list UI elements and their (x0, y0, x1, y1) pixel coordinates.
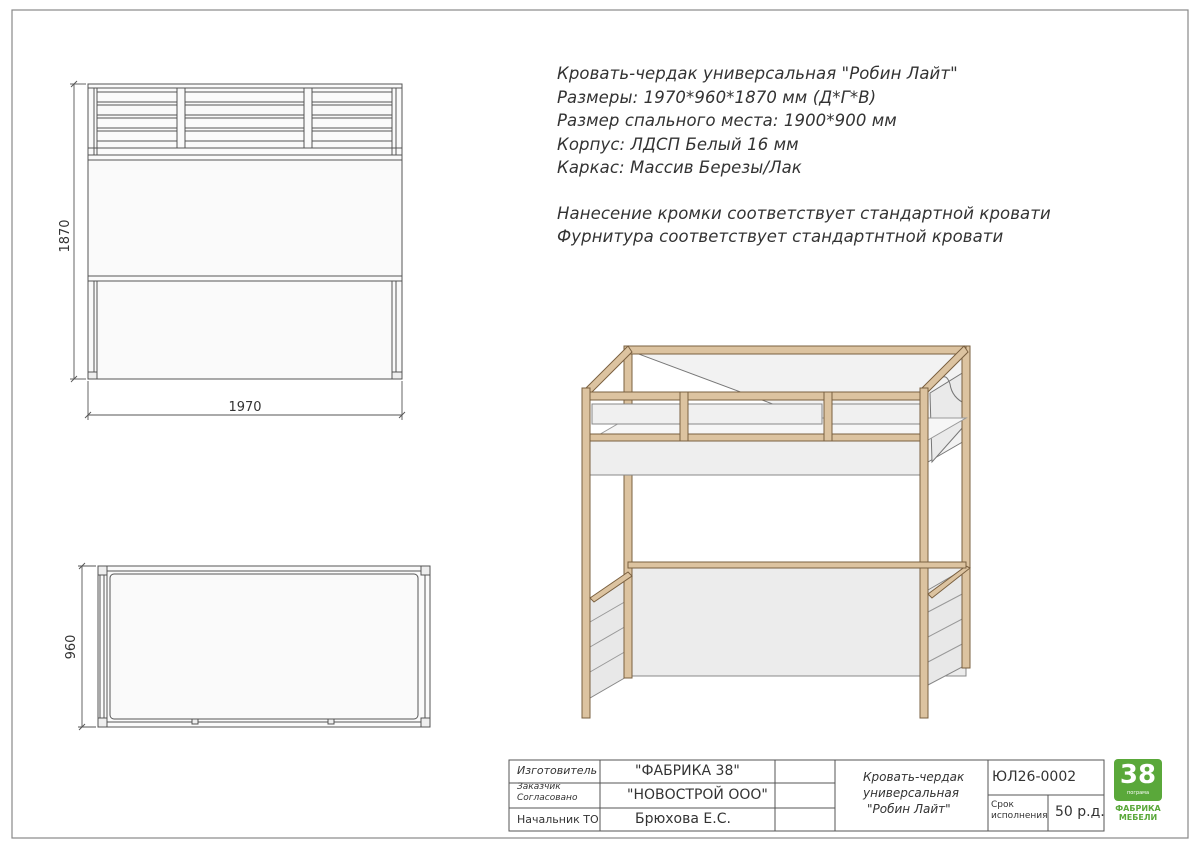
head-label: Начальник ТО (517, 813, 599, 826)
spec-edging: Нанесение кромки соответствует стандартной кровати (557, 203, 1051, 223)
spec-hardware: Фурнитура соответствует стандартнтной кровати (557, 227, 1004, 246)
approved-label: Согласовано (517, 793, 578, 803)
product-name-line3: "Робин Лайт" (867, 802, 951, 816)
head-value: Брюхова Е.С. (635, 811, 731, 827)
logo-badge (1114, 759, 1162, 801)
spec-frame: Каркас: Массив Березы/Лак (557, 158, 802, 177)
term-value: 50 р.д. (1055, 804, 1105, 820)
logo-line2: МЕБЕЛИ (1118, 813, 1158, 822)
customer-label: Заказчик (517, 782, 561, 792)
title-block (509, 760, 1104, 831)
factory-logo (1112, 757, 1164, 830)
height-dimension-label: 1870 (58, 219, 73, 253)
logo-wordmark (1112, 804, 1164, 822)
length-dimension-label: 1970 (228, 400, 262, 415)
logo-number: 38 (1119, 760, 1157, 790)
product-name-line1: Кровать-чердак (863, 770, 965, 784)
product-name-line2: универсальная (863, 786, 959, 800)
document-code: ЮЛ26-0002 (992, 769, 1077, 785)
customer-value: "НОВОСТРОЙ ООО" (627, 787, 768, 803)
isometric-view (582, 346, 970, 718)
term-label-1: Срок (991, 800, 1014, 810)
depth-dimension-label: 960 (64, 634, 79, 660)
depth-dimension (78, 563, 96, 730)
maker-label: Изготовитель (517, 764, 598, 777)
maker-value: "ФАБРИКА 38" (635, 763, 740, 779)
spec-body: Корпус: ЛДСП Белый 16 мм (557, 134, 799, 154)
logo-line1: ФАБРИКА (1115, 804, 1161, 813)
front-view (88, 84, 402, 379)
logo-subtext: пограма (1126, 790, 1150, 796)
term-label-2: исполнения (991, 811, 1048, 821)
spec-sleeping-area: Размер спального места: 1900*900 мм (557, 111, 897, 130)
top-view (98, 566, 430, 727)
spec-dimensions: Размеры: 1970*960*1870 мм (Д*Г*В) (557, 87, 877, 107)
spec-title: Кровать-чердак универсальная "Робин Лайт" (557, 64, 958, 83)
top-view-outline (98, 566, 430, 727)
specification-text (557, 62, 1051, 249)
